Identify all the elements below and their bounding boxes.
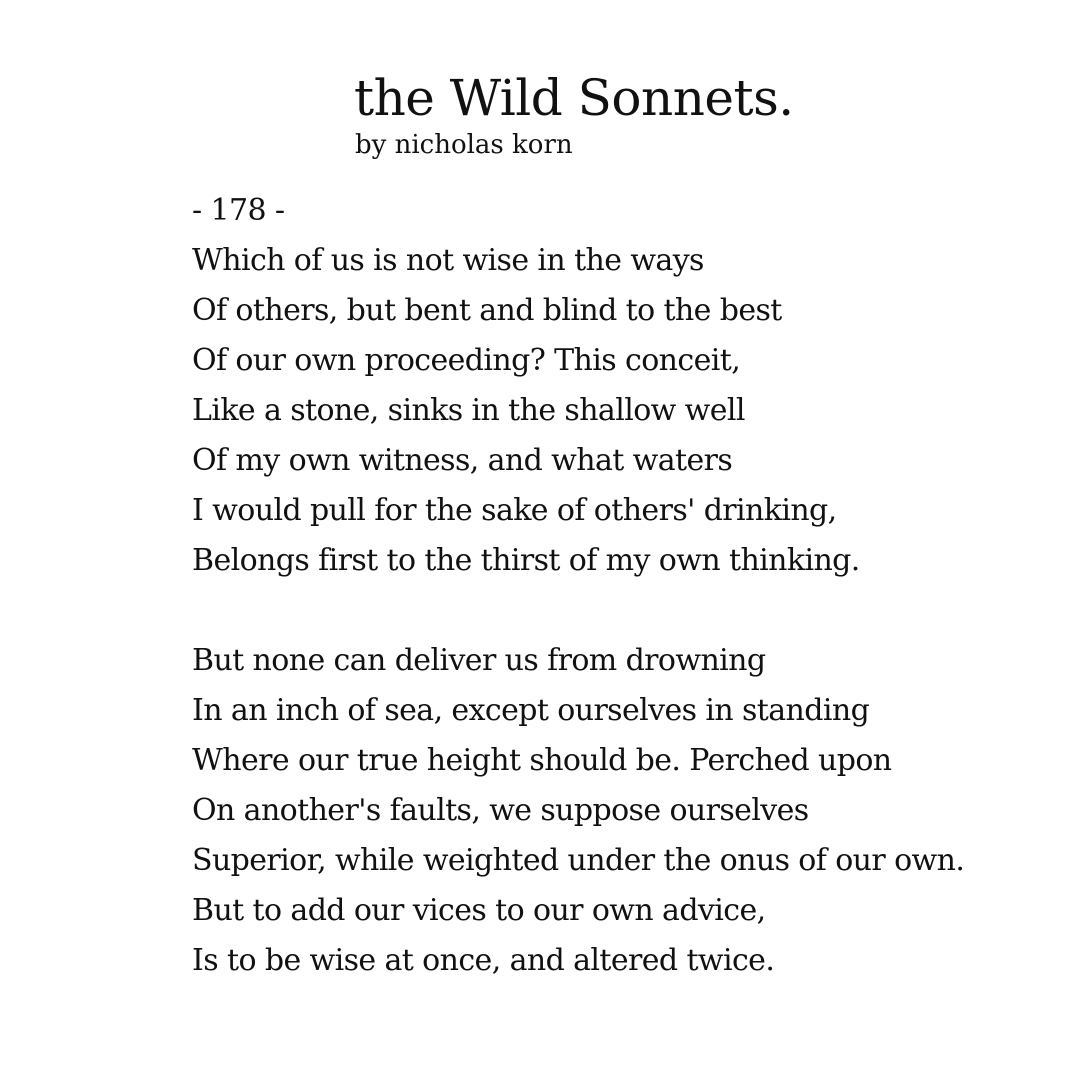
poem-line: Of others, but bent and blind to the best bbox=[192, 293, 782, 328]
sonnet-text bbox=[192, 186, 964, 986]
sonnet-number: - 178 - bbox=[192, 193, 285, 228]
author-byline: by nicholas korn bbox=[355, 130, 573, 160]
poem-line: Is to be wise at once, and altered twice. bbox=[192, 943, 775, 978]
poem-line: In an inch of sea, except ourselves in standing bbox=[192, 693, 870, 728]
poem-line: I would pull for the sake of others' drinking, bbox=[192, 493, 837, 528]
poem-line: Belongs first to the thirst of my own thinking. bbox=[192, 543, 860, 578]
stanza-break bbox=[192, 586, 964, 636]
poem-line: Superior, while weighted under the onus of our own. bbox=[192, 843, 965, 878]
poem-line: Like a stone, sinks in the shallow well bbox=[192, 393, 745, 428]
poem-line: But to add our vices to our own advice, bbox=[192, 893, 766, 928]
poem-line: Of our own proceeding? This conceit, bbox=[192, 343, 741, 378]
poem-line: Of my own witness, and what waters bbox=[192, 443, 733, 478]
poem-line: But none can deliver us from drowning bbox=[192, 643, 766, 678]
poem-line: On another's faults, we suppose ourselves bbox=[192, 793, 809, 828]
poem-collection-title: the Wild Sonnets. bbox=[354, 69, 794, 127]
poem-line: Which of us is not wise in the ways bbox=[192, 243, 704, 278]
poem-line: Where our true height should be. Perched upon bbox=[192, 743, 892, 778]
